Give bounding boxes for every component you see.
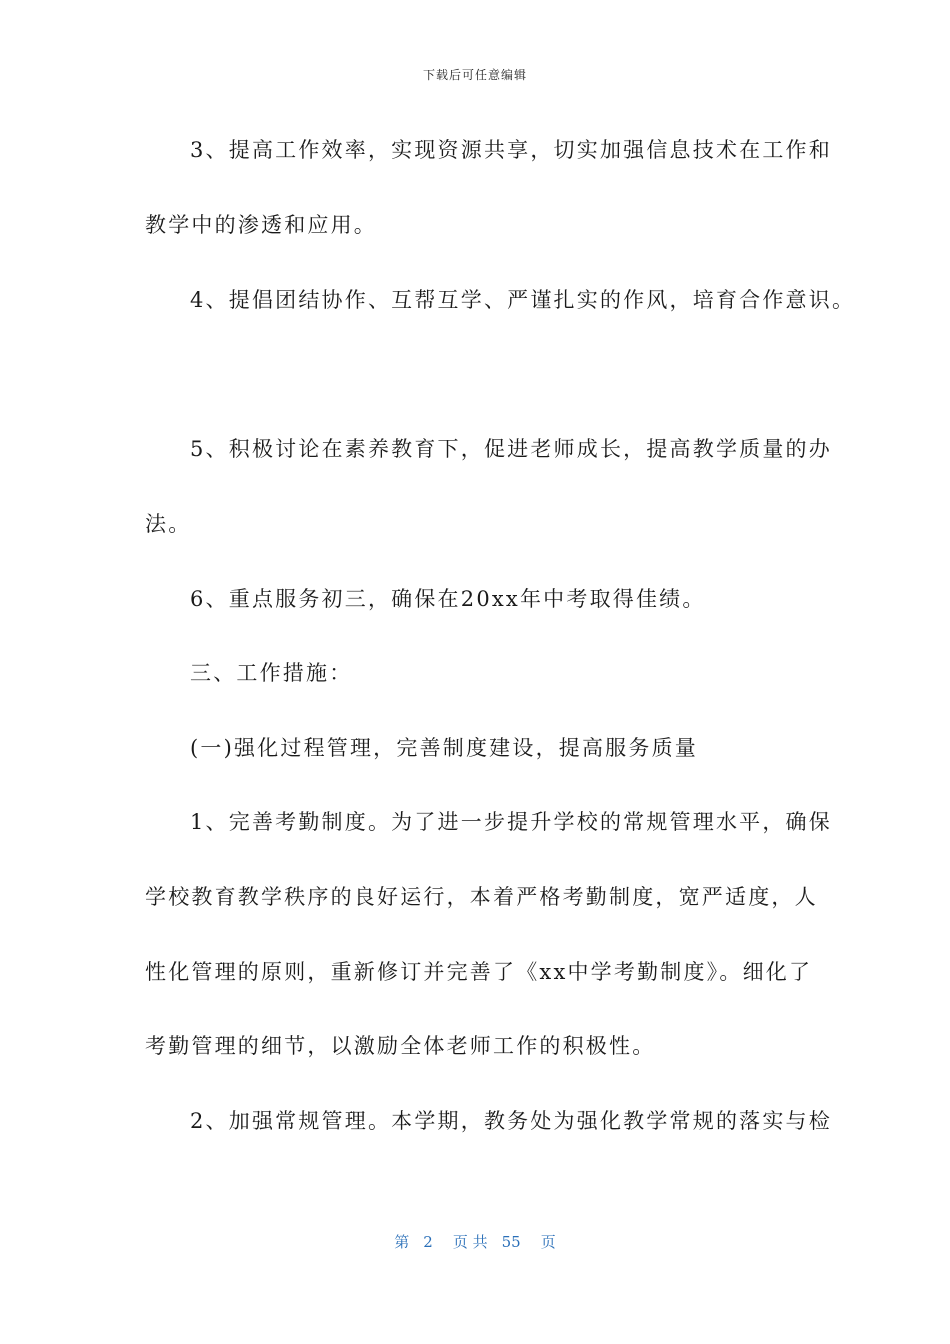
document-header-note: 下载后可任意编辑 bbox=[422, 68, 527, 82]
paragraph-5-line-1: 5、积极讨论在素养教育下，促进老师成长，提高教学质量的办 bbox=[190, 437, 832, 461]
paragraph-4: 4、提倡团结协作、互帮互学、严谨扎实的作风，培育合作意识。 bbox=[190, 288, 856, 312]
page-footer bbox=[0, 1231, 950, 1252]
measure-1-line-4: 考勤管理的细节，以激励全体老师工作的积极性。 bbox=[145, 1034, 656, 1058]
footer-di: 第 bbox=[394, 1233, 410, 1251]
paragraph-5-line-2: 法。 bbox=[145, 512, 192, 536]
measure-2-line-1: 2、加强常规管理。本学期，教务处为强化教学常规的落实与检 bbox=[190, 1109, 832, 1133]
footer-total-pages: 55 bbox=[501, 1233, 521, 1251]
section-heading-measures: 三、工作措施： bbox=[190, 661, 353, 685]
footer-ye: 页 bbox=[540, 1233, 556, 1251]
footer-ye-gong: 页 共 bbox=[452, 1233, 488, 1251]
footer-page-number: 2 bbox=[423, 1233, 433, 1251]
measure-1-line-3: 性化管理的原则，重新修订并完善了《xx中学考勤制度》。细化了 bbox=[145, 960, 813, 984]
measure-1-line-1: 1、完善考勤制度。为了进一步提升学校的常规管理水平，确保 bbox=[190, 810, 832, 834]
measure-1-line-2: 学校教育教学秩序的良好运行，本着严格考勤制度，宽严适度，人 bbox=[145, 885, 818, 909]
paragraph-6: 6、重点服务初三，确保在20xx年中考取得佳绩。 bbox=[190, 587, 706, 611]
subsection-heading-1: (一)强化过程管理，完善制度建设，提高服务质量 bbox=[190, 736, 698, 760]
paragraph-3-line-2: 教学中的渗透和应用。 bbox=[145, 213, 377, 237]
paragraph-3-line-1: 3、提高工作效率，实现资源共享，切实加强信息技术在工作和 bbox=[190, 138, 832, 162]
